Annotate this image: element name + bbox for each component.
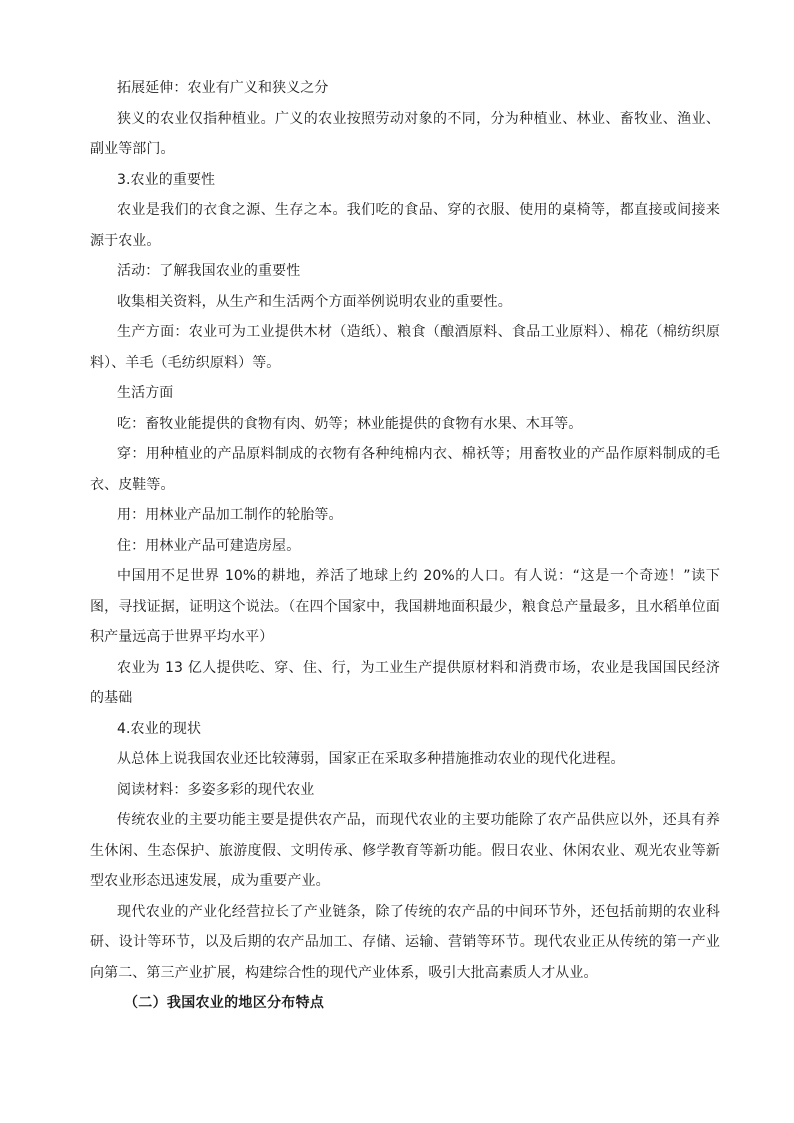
paragraph-live: 住：用林业产品可建造房屋。 (117, 537, 301, 554)
paragraph-agriculture-definition: 狭义的农业仅指种植业。广义的农业按照劳动对象的不同，分为种植业、林业、畜牧业、渔业、副业等部门。 (90, 110, 720, 157)
section-heading-distribution: （二）我国农业的地区分布特点 (124, 995, 325, 1011)
paragraph-eat: 吃：畜牧业能提供的食物有肉、奶等；林业能提供的食物有水果、木耳等。 (117, 415, 583, 432)
section-heading-status: 4.农业的现状 (117, 720, 202, 737)
paragraph-wear: 穿：用种植业的产品原料制成的衣物有各种纯棉内衣、棉袄等；用畜牧业的产品作原料制成的毛衣、皮鞋等。 (90, 446, 720, 493)
document-page (90, 73, 720, 1019)
paragraph-china-miracle: 中国用不足世界 10%的耕地，养活了地球上约 20%的人口。有人说：“这是一个奇迹！”读下图，寻找证据，证明这个说法。（在四个国家中，我国耕地面积最少，粮食总产量最多，且水稻单位面积产量远高于世界平均水平） (90, 568, 720, 645)
paragraph-life-heading: 生活方面 (117, 385, 174, 401)
paragraph-activity: 活动：了解我国农业的重要性 (117, 263, 301, 279)
section-heading-importance: 3.农业的重要性 (117, 171, 216, 188)
paragraph-use: 用：用林业产品加工制作的轮胎等。 (117, 507, 343, 523)
paragraph-collect: 收集相关资料，从生产和生活两个方面举例说明农业的重要性。 (117, 293, 512, 310)
paragraph-status: 从总体上说我国农业还比较薄弱，国家正在采取多种措施推动农业的现代化进程。 (117, 751, 625, 767)
paragraph-modern-functions: 传统农业的主要功能主要是提供农产品，而现代农业的主要功能除了农产品供应以外，还具有养生休闲、生态保护、旅游度假、文明传承、修学教育等新功能。假日农业、休闲农业、观光农业等新型农业形态迅速发展，成为重要产业。 (90, 812, 720, 889)
paragraph-foundation: 农业为 13 亿人提供吃、穿、住、行，为工业生产提供原材料和消费市场，农业是我国国民经济的基础 (90, 659, 720, 706)
paragraph-reading: 阅读材料：多姿多彩的现代农业 (117, 781, 315, 798)
paragraph-importance: 农业是我们的衣食之源、生存之本。我们吃的食品、穿的衣服、使用的桌椅等，都直接或间接来源于农业。 (90, 202, 720, 249)
paragraph-production: 生产方面：农业可为工业提供木材（造纸）、粮食（酿酒原料、食品工业原料）、棉花（棉纺织原料）、羊毛（毛纺织原料）等。 (90, 324, 720, 371)
paragraph-industry-chain: 现代农业的产业化经营拉长了产业链条，除了传统的农产品的中间环节外，还包括前期的农业科研、设计等环节，以及后期的农产品加工、存储、运输、营销等环节。现代农业正从传统的第一产业向第二、第三产业扩展，构建综合性的现代产业体系，吸引大批高素质人才从业。 (90, 903, 720, 981)
paragraph-extension-heading: 拓展延伸：农业有广义和狭义之分 (117, 80, 329, 96)
